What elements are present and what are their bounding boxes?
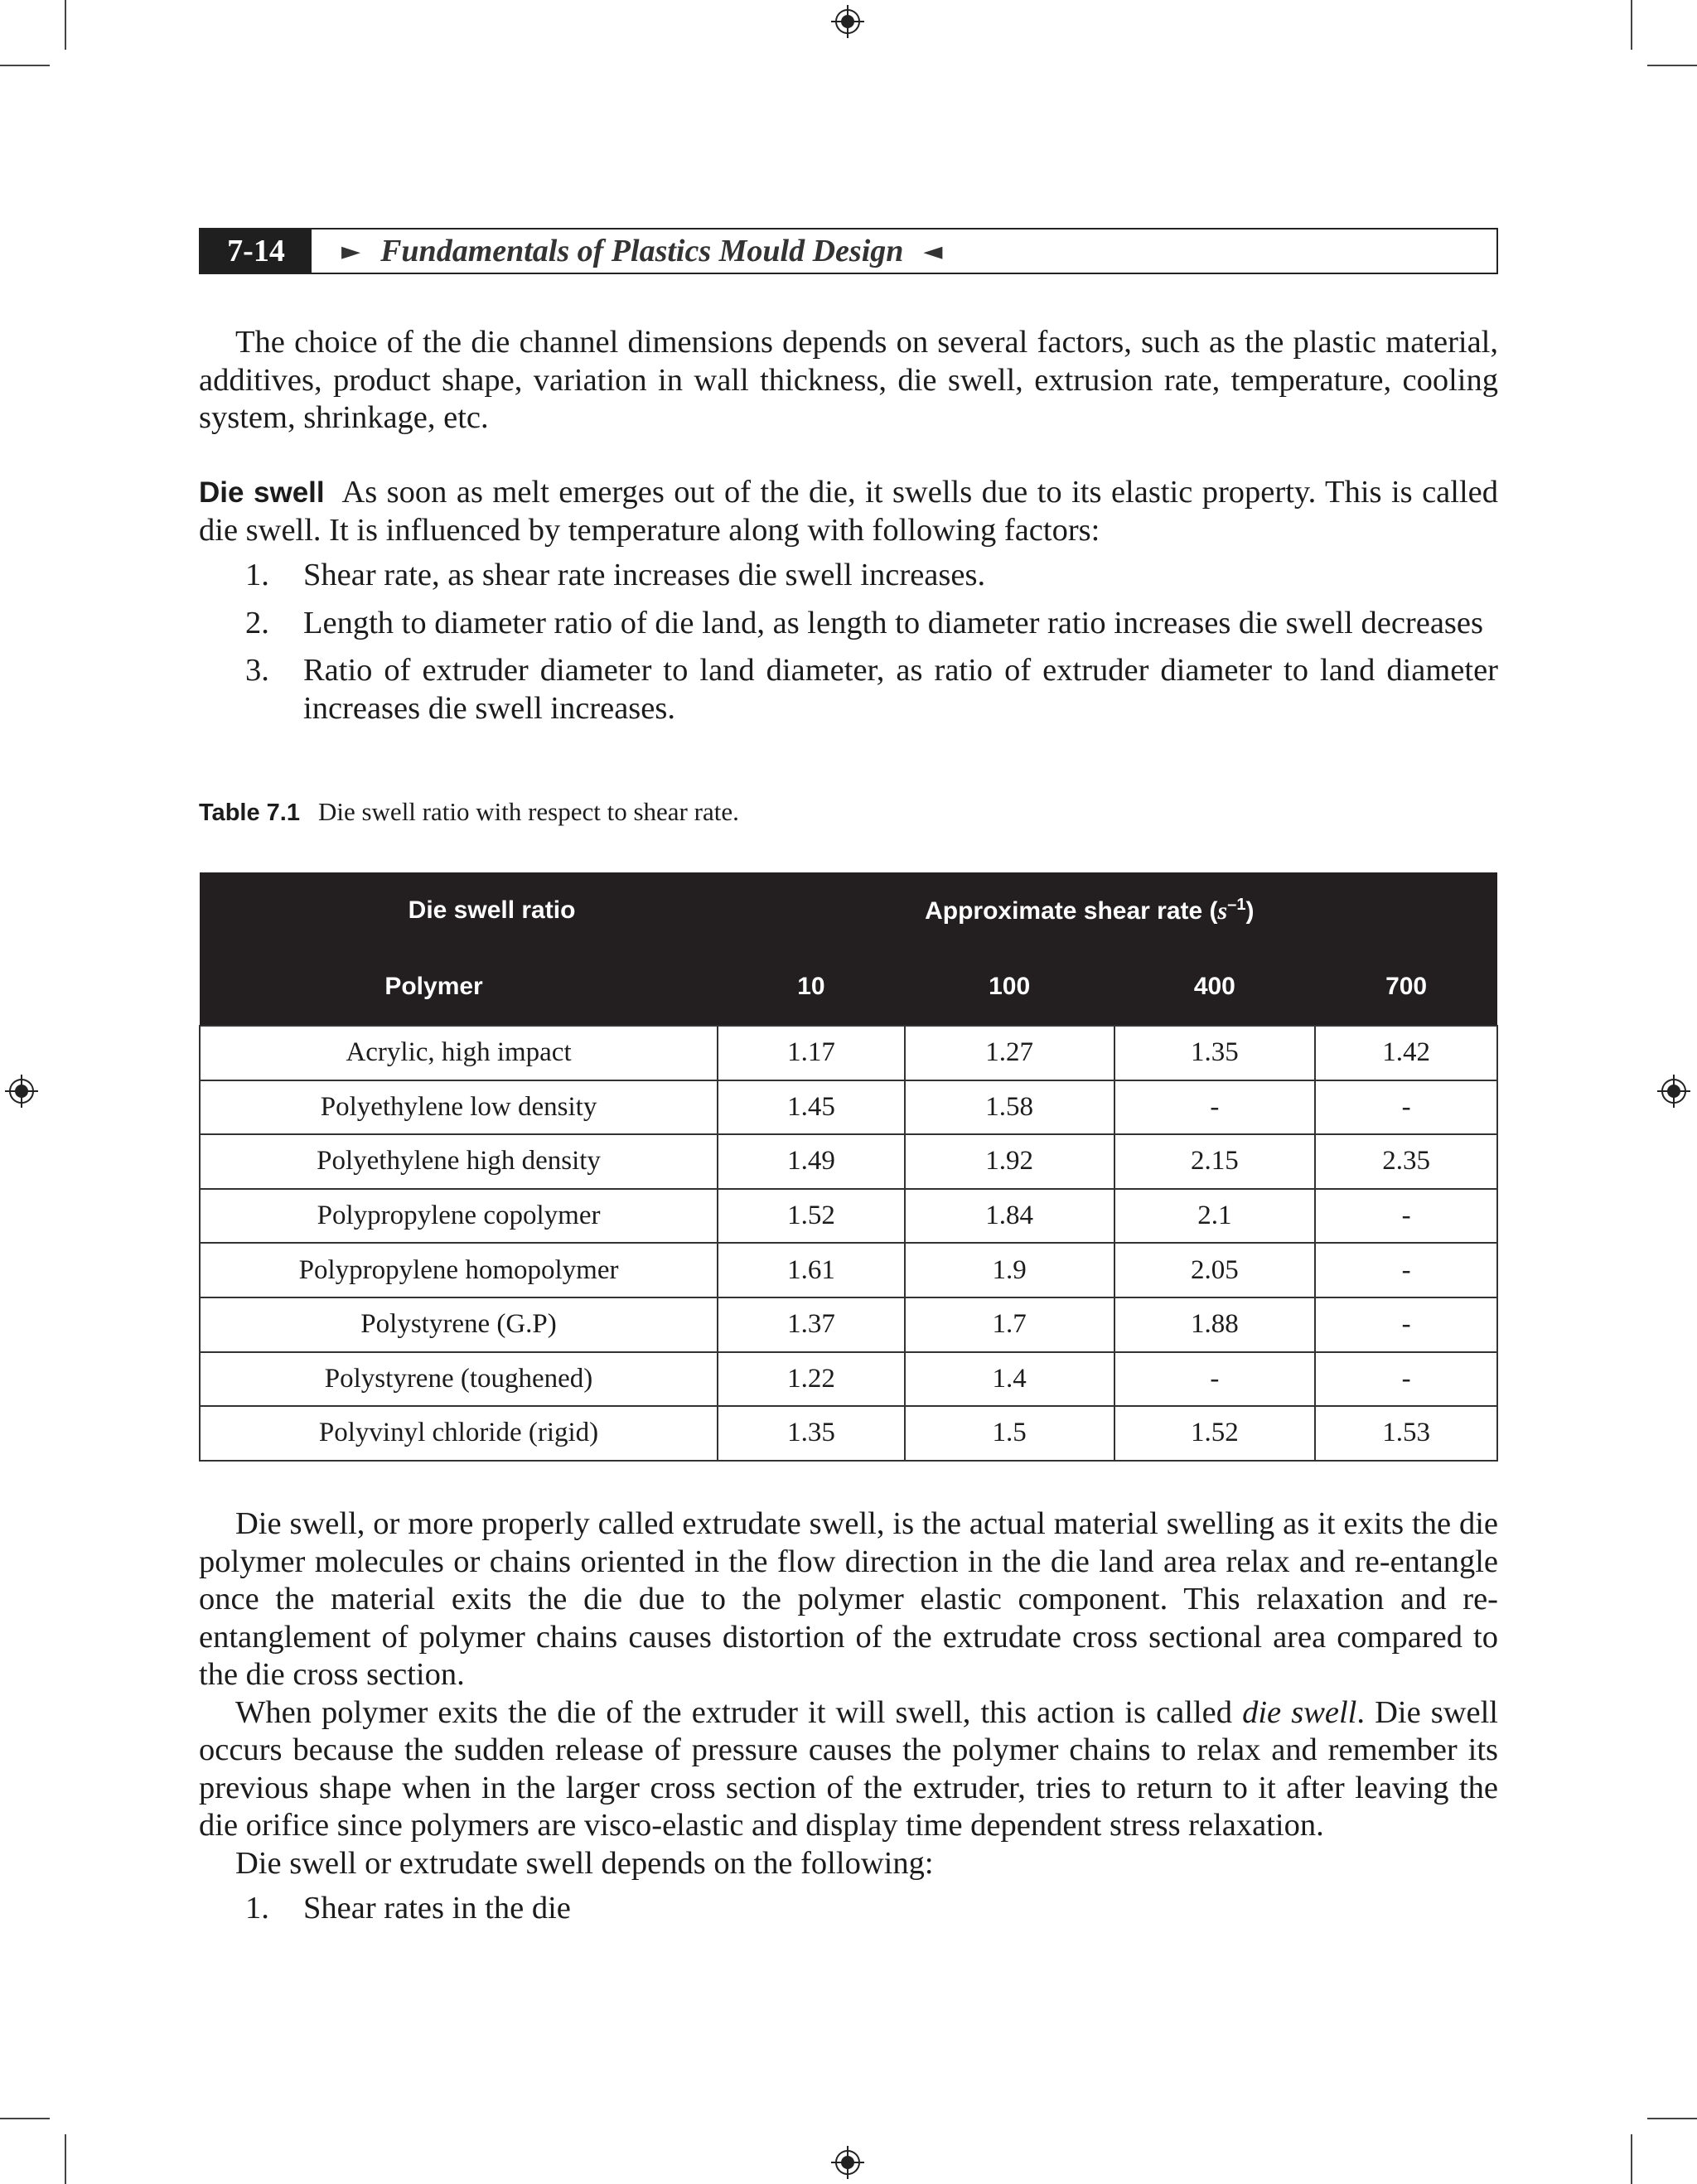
crop-mark bbox=[1647, 2118, 1697, 2119]
swell-ratio-cell: - bbox=[1114, 1352, 1316, 1407]
crop-mark bbox=[1631, 0, 1632, 50]
swell-ratio-cell: 1.88 bbox=[1114, 1297, 1316, 1352]
table-header-shear-rate bbox=[718, 872, 1497, 949]
dependency-list bbox=[199, 1890, 1498, 1928]
shear-rate-unit: s bbox=[1217, 897, 1228, 925]
swell-ratio-cell: 1.35 bbox=[1114, 1026, 1316, 1080]
swell-ratio-cell: - bbox=[1315, 1243, 1497, 1297]
swell-ratio-cell: 1.7 bbox=[905, 1297, 1114, 1352]
swell-ratio-cell: 1.27 bbox=[905, 1026, 1114, 1080]
swell-ratio-cell: 2.1 bbox=[1114, 1189, 1316, 1244]
table-header-polymer: Polymer bbox=[200, 949, 718, 1026]
book-title: Fundamentals of Plastics Mould Design bbox=[380, 234, 904, 268]
polymer-name-cell: Polyethylene low density bbox=[200, 1080, 718, 1135]
swell-ratio-cell: 1.22 bbox=[718, 1352, 905, 1407]
list-item bbox=[199, 605, 1498, 643]
table-row bbox=[200, 1297, 1497, 1352]
die-swell-paragraph bbox=[199, 474, 1498, 549]
table-header-rate: 100 bbox=[905, 949, 1114, 1026]
arrow-left-icon: ◄ bbox=[923, 236, 943, 266]
paragraph-text: . Die swell occurs because the sudden release of pressure causes the polymer chains to relax and remember its previous shape when in the larger cross section of the extruder, tries to return to it after leaving the die orifice since polymers are visco-elastic and display time dependent stress relaxation. bbox=[199, 1694, 1499, 1843]
table-header-die-swell-ratio: Die swell ratio bbox=[200, 872, 718, 949]
swell-ratio-cell: 1.45 bbox=[718, 1080, 905, 1135]
table-row bbox=[200, 1189, 1497, 1244]
swell-ratio-cell: - bbox=[1315, 1189, 1497, 1244]
crop-mark bbox=[1631, 2134, 1632, 2184]
swell-ratio-cell: - bbox=[1315, 1080, 1497, 1135]
list-item bbox=[199, 652, 1498, 727]
arrow-right-icon: ► bbox=[341, 236, 361, 266]
table-row bbox=[200, 1243, 1497, 1297]
table-body bbox=[200, 1026, 1497, 1461]
intro-section bbox=[199, 324, 1498, 437]
paragraph-die-swell-definition bbox=[199, 1694, 1498, 1845]
polymer-name-cell: Polystyrene (toughened) bbox=[200, 1352, 718, 1407]
crop-mark bbox=[0, 2118, 50, 2119]
table-label: Table 7.1 bbox=[199, 800, 300, 826]
swell-ratio-cell: 1.58 bbox=[905, 1080, 1114, 1135]
registration-mark-icon bbox=[831, 2146, 864, 2179]
swell-ratio-cell: 1.4 bbox=[905, 1352, 1114, 1407]
table-row bbox=[200, 1352, 1497, 1407]
swell-ratio-cell: 1.52 bbox=[718, 1189, 905, 1244]
registration-mark-icon bbox=[5, 1075, 38, 1108]
table-caption-text: Die swell ratio with respect to shear rate. bbox=[317, 797, 739, 826]
table-header-rate: 400 bbox=[1114, 949, 1316, 1026]
crop-mark bbox=[1647, 65, 1697, 66]
crop-mark bbox=[65, 2134, 66, 2184]
die-swell-table bbox=[199, 872, 1498, 1462]
list-item bbox=[199, 557, 1498, 595]
polymer-name-cell: Polypropylene copolymer bbox=[200, 1189, 718, 1244]
die-swell-section bbox=[199, 474, 1498, 727]
swell-ratio-cell: - bbox=[1315, 1297, 1497, 1352]
swell-ratio-cell: 1.52 bbox=[1114, 1406, 1316, 1461]
die-swell-text: As soon as melt emerges out of the die, it swells due to its elastic property. This is called die swell. It is influenced by temperature along with following factors: bbox=[199, 475, 1499, 548]
extrudate-swell-section bbox=[199, 1505, 1498, 1928]
page-number: 7-14 bbox=[201, 230, 312, 273]
table-header-rate: 700 bbox=[1315, 949, 1497, 1026]
registration-mark-icon bbox=[831, 5, 864, 38]
swell-ratio-cell: 1.35 bbox=[718, 1406, 905, 1461]
intro-paragraph: The choice of the die channel dimensions depends on several factors, such as the plastic material, additives, product shape, variation in wall thickness, die swell, extrusion rate, temperature, cooling system, shrinkage, etc. bbox=[199, 325, 1498, 435]
table-row bbox=[200, 1080, 1497, 1135]
table-row bbox=[200, 1406, 1497, 1461]
paragraph-text: When polymer exits the die of the extruder it will swell, this action is called bbox=[235, 1694, 1232, 1730]
table-row bbox=[200, 1026, 1497, 1080]
polymer-name-cell: Polyethylene high density bbox=[200, 1134, 718, 1189]
paragraph-depends: Die swell or extrudate swell depends on the following: bbox=[235, 1845, 934, 1881]
polymer-name-cell: Acrylic, high impact bbox=[200, 1026, 718, 1080]
polymer-name-cell: Polyvinyl chloride (rigid) bbox=[200, 1406, 718, 1461]
factor-list bbox=[199, 557, 1498, 727]
swell-ratio-cell: 2.35 bbox=[1315, 1134, 1497, 1189]
swell-ratio-cell: - bbox=[1315, 1352, 1497, 1407]
list-item bbox=[199, 1890, 1498, 1928]
list-text: Ratio of extruder diameter to land diameter, as ratio of extruder diameter to land diameter increases die swell increases. bbox=[303, 653, 1498, 726]
swell-ratio-cell: 1.61 bbox=[718, 1243, 905, 1297]
swell-ratio-cell: 1.9 bbox=[905, 1243, 1114, 1297]
polymer-name-cell: Polystyrene (G.P) bbox=[200, 1297, 718, 1352]
shear-rate-label: Approximate shear rate ( bbox=[925, 897, 1218, 925]
list-number: 1. bbox=[245, 1891, 269, 1925]
table-row bbox=[200, 1134, 1497, 1189]
swell-ratio-cell: 1.42 bbox=[1315, 1026, 1497, 1080]
registration-mark-icon bbox=[1657, 1075, 1690, 1108]
list-text: Length to diameter ratio of die land, as length to diameter ratio increases die swell decreases bbox=[303, 605, 1483, 640]
polymer-name-cell: Polypropylene homopolymer bbox=[200, 1243, 718, 1297]
swell-ratio-cell: 1.5 bbox=[905, 1406, 1114, 1461]
running-header bbox=[199, 228, 1498, 274]
swell-ratio-cell: 1.92 bbox=[905, 1134, 1114, 1189]
crop-mark bbox=[0, 65, 50, 66]
die-swell-heading: Die swell bbox=[199, 476, 325, 509]
list-text: Shear rates in the die bbox=[303, 1891, 571, 1925]
list-text: Shear rate, as shear rate increases die swell increases. bbox=[303, 558, 986, 592]
list-number: 3. bbox=[245, 653, 269, 688]
swell-ratio-cell: 1.37 bbox=[718, 1297, 905, 1352]
crop-mark bbox=[65, 0, 66, 50]
shear-rate-close: ) bbox=[1245, 897, 1255, 925]
list-number: 2. bbox=[245, 605, 269, 640]
paragraph-extrudate-swell: Die swell, or more properly called extrudate swell, is the actual material swelling as it exits the die polymer molecules or chains oriented in the flow direction in the die land area relax and re-entangle once the material exits the die due to the polymer elastic component. This relaxation and re-entanglement of polymer chains causes distortion of the extrudate cross sectional area compared to the die cross section. bbox=[199, 1506, 1498, 1692]
table-header-rate: 10 bbox=[718, 949, 905, 1026]
swell-ratio-cell: 2.15 bbox=[1114, 1134, 1316, 1189]
swell-ratio-cell: - bbox=[1114, 1080, 1316, 1135]
swell-ratio-cell: 1.84 bbox=[905, 1189, 1114, 1244]
term-die-swell: die swell bbox=[1242, 1694, 1357, 1730]
swell-ratio-cell: 1.17 bbox=[718, 1026, 905, 1080]
swell-ratio-cell: 2.05 bbox=[1114, 1243, 1316, 1297]
shear-rate-exponent: –1 bbox=[1227, 896, 1246, 914]
table-caption bbox=[199, 797, 739, 827]
list-number: 1. bbox=[245, 558, 269, 592]
swell-ratio-cell: 1.49 bbox=[718, 1134, 905, 1189]
swell-ratio-cell: 1.53 bbox=[1315, 1406, 1497, 1461]
